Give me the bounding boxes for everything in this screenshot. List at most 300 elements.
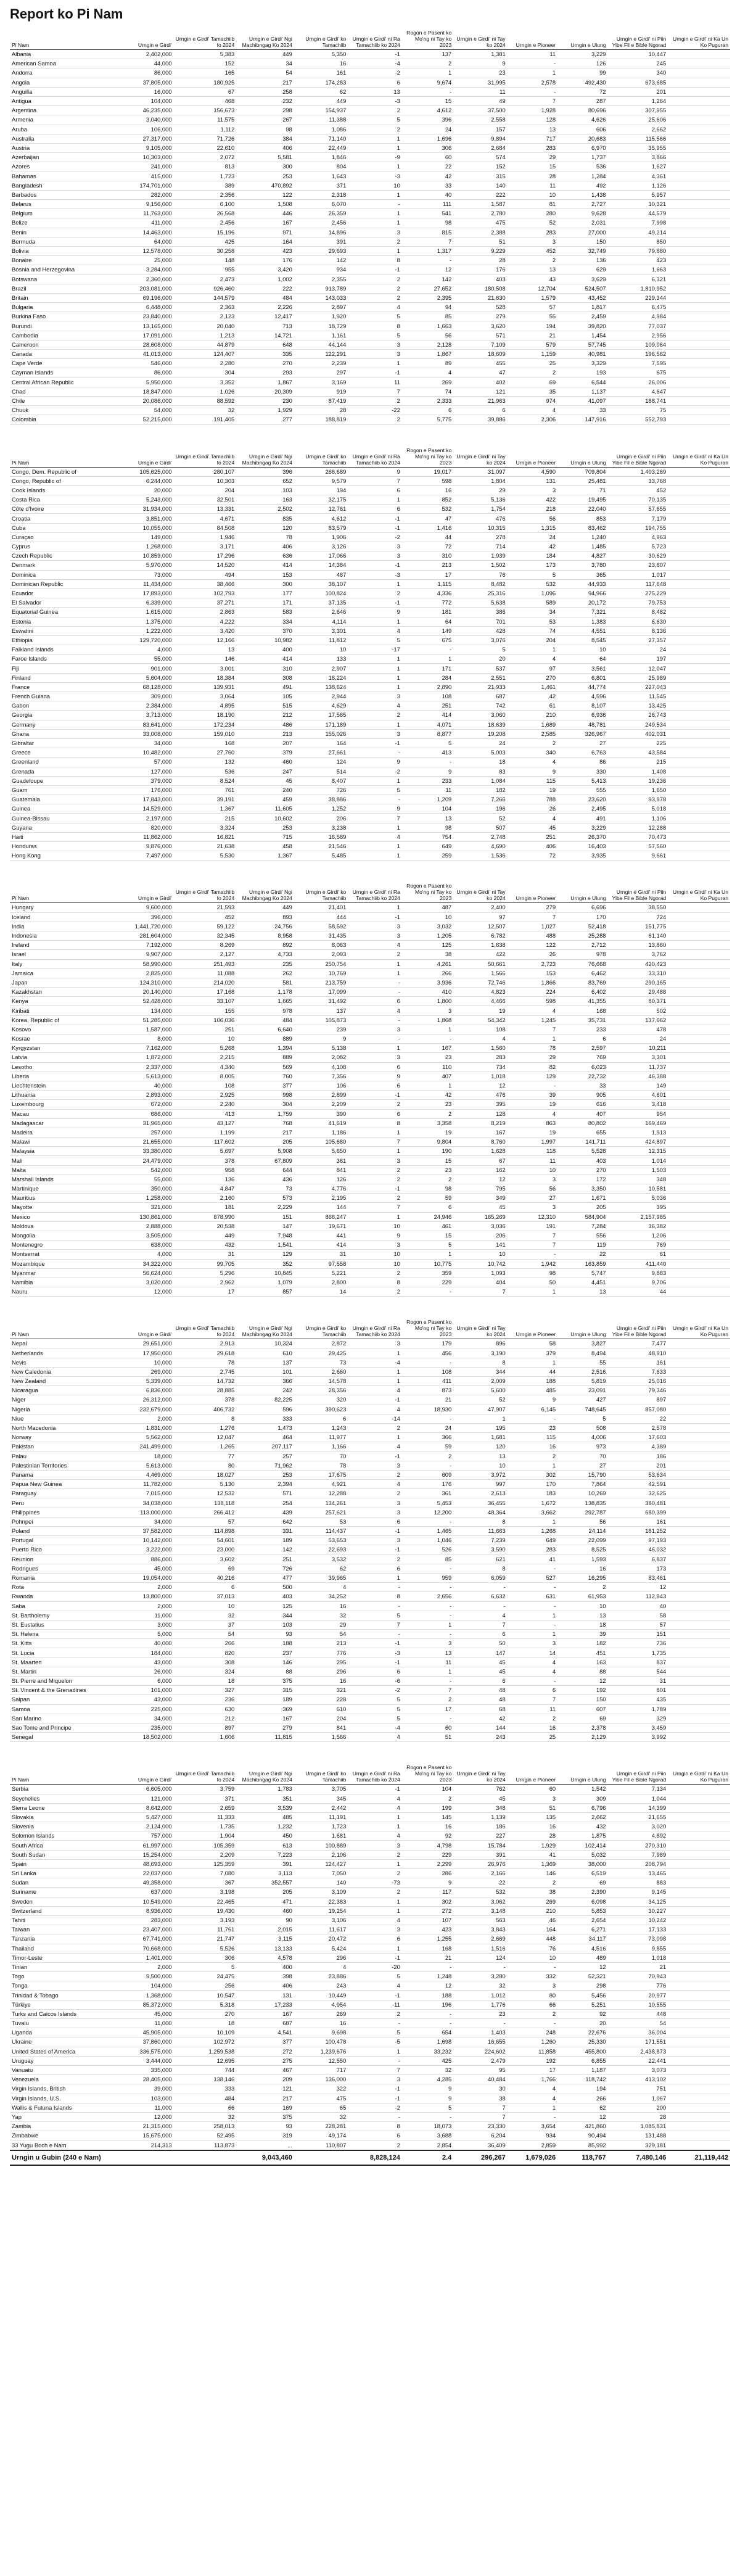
table-cell: 1 [508,1630,557,1639]
table-cell: 10 [453,1461,507,1470]
table-cell: 106,036 [174,1015,237,1025]
table-row [10,1489,730,1498]
table-cell: 2,962 [174,1278,237,1287]
table-cell: 144 [453,1723,507,1732]
table-cell: 835 [236,514,294,523]
table-cell: 2,363 [174,303,237,312]
table-cell: 7,321 [557,608,607,617]
table-cell: 10,242 [608,1915,668,1925]
table-cell: 194 [508,321,557,331]
table-cell: 293 [236,368,294,378]
country-name: Norway [10,1433,120,1442]
table-cell: 34,038,000 [120,1498,173,1508]
table-cell [668,1803,730,1812]
table-cell: 176 [402,1480,453,1489]
table-cell: 2 [402,1174,453,1184]
table-row [10,106,730,115]
table-cell [668,265,730,275]
country-name: Botswana [10,275,120,284]
table-cell: 2,395 [402,293,453,302]
table-cell [668,1962,730,1971]
table-cell: 214,020 [174,978,237,987]
table-row [10,1062,730,1071]
table-cell: 13,331 [174,505,237,514]
table-cell [668,1915,730,1925]
table-cell: 468 [174,96,237,105]
table-cell: 9,229 [453,246,507,255]
table-cell: 117 [402,1888,453,1897]
table-cell: 5 [348,331,401,340]
table-cell: 15,784 [453,1841,507,1850]
table-row [10,1137,730,1147]
table-cell: 1,735 [608,1648,668,1657]
table-cell: 8 [174,1414,237,1423]
table-cell: 52,215,000 [120,415,173,424]
table-cell [668,1695,730,1704]
table-cell: 10 [453,1250,507,1259]
table-cell: 335,000 [120,2065,173,2074]
table-cell: 78 [236,532,294,542]
table-cell: 230 [236,396,294,405]
table-cell: 100,824 [294,588,348,598]
table-cell: 542,000 [120,1165,173,1174]
column-header: Rogon e Pasent ko Mo'ng ni Tay ko 2023 [402,1763,453,1785]
table-cell: 206 [294,814,348,823]
table-cell: 7,595 [608,359,668,368]
table-row [10,1869,730,1878]
table-cell: 3 [348,1053,401,1062]
table-cell: 5,485 [294,851,348,861]
table-cell: 19 [453,1006,507,1015]
table-row [10,1822,730,1831]
table-row [10,218,730,228]
table-row [10,331,730,340]
table-cell: 973 [557,1442,607,1451]
table-row [10,1704,730,1714]
table-cell: 184,000 [120,1648,173,1657]
table-cell: 1 [348,720,401,729]
table-row [10,2037,730,2047]
table-cell: 2,124,000 [120,1822,173,1831]
table-cell: 37,500 [453,106,507,115]
table-cell: -1 [348,1527,401,1536]
table-row [10,1545,730,1554]
country-name: Wallis & Futuna Islands [10,2103,120,2112]
table-cell: 1,473 [236,1423,294,1432]
table-cell: 46 [508,1915,557,1925]
table-cell: 10 [508,1165,557,1174]
table-cell: 66 [174,2103,237,2112]
table-cell: 19 [402,1128,453,1137]
table-cell [668,523,730,532]
table-cell: 11,000 [120,2103,173,2112]
table-cell: 92 [557,2009,607,2018]
country-name: Curaçao [10,532,120,542]
column-header: Urngin e Girdi' ko Tamachiib [294,28,348,50]
table-cell [668,284,730,293]
table-cell: 13,425 [608,701,668,711]
table-cell: 3,418 [608,1100,668,1109]
country-name: Central African Republic [10,378,120,387]
country-name: Pohnpei [10,1517,120,1526]
table-cell: 159,010 [174,729,237,738]
table-cell: 475 [294,2094,348,2103]
table-cell: 54 [174,1630,237,1639]
table-cell: 61,953 [557,1592,607,1601]
table-cell: - [402,2019,453,2028]
table-cell: 258,013 [174,2122,237,2131]
table-cell: 390 [294,1109,348,1118]
table-cell: 423 [402,1925,453,1934]
table-cell: 20,309 [236,387,294,396]
table-cell: 68 [453,1704,507,1714]
table-cell: 11 [348,378,401,387]
table-cell: 1 [348,1573,401,1582]
total-cell: 8,828,124 [348,2150,401,2165]
table-cell: 33,008,000 [120,729,173,738]
table-cell: 156,673 [174,106,237,115]
table-cell [668,1677,730,1686]
column-header: Urngin e Girdi' [120,446,173,468]
table-cell: 340 [608,68,668,78]
table-cell: 222 [236,284,294,293]
table-cell: 2,015 [236,1925,294,1934]
table-cell: 24 [508,532,557,542]
table-cell: 251,493 [174,959,237,968]
table-cell: 51 [402,1733,453,1742]
table-cell [668,1888,730,1897]
table-cell: 39,000 [120,2084,173,2094]
table-cell: 613 [236,1841,294,1850]
country-name: San Marino [10,1714,120,1723]
table-cell: 283 [508,143,557,152]
table-cell: 406,732 [174,1405,237,1414]
table-cell: 32,175 [294,495,348,505]
table-cell: 3,936 [402,978,453,987]
table-cell: 257,000 [120,1128,173,1137]
table-cell: 189 [236,1695,294,1704]
country-name: Macau [10,1109,120,1118]
table-row [10,1667,730,1676]
table-cell: 8 [453,1517,507,1526]
country-name: Italy [10,959,120,968]
column-header: Rogon e Pasent ko Mo'ng ni Tay ko 2023 [402,1318,453,1339]
section-spacer [10,861,730,880]
table-cell [668,476,730,485]
table-cell: 99 [557,68,607,78]
table-cell [668,162,730,171]
table-cell: 6 [348,1081,401,1090]
table-cell: 272 [236,2047,294,2056]
table-cell: 11,575 [174,115,237,125]
table-cell: 330 [557,767,607,776]
table-row [10,1339,730,1348]
table-row [10,758,730,767]
table-cell: 14,384 [294,561,348,570]
table-cell: 259 [402,851,453,861]
table-cell: 188,819 [294,415,348,424]
table-cell: 21 [402,1953,453,1962]
table-row [10,978,730,987]
table-cell: -1 [348,50,401,59]
table-cell: 88,592 [174,396,237,405]
table-cell [668,485,730,495]
table-cell: 1,643 [294,171,348,181]
country-name: Tahiti [10,1915,120,1925]
table-cell [668,1278,730,1287]
table-cell: 913,789 [294,284,348,293]
table-cell: 241,000 [120,162,173,171]
table-cell: 24 [453,738,507,748]
table-cell: 85 [402,312,453,321]
table-cell: 8,936,000 [120,1906,173,1915]
table-cell: 1 [348,1147,401,1156]
table-cell: 3,001 [174,664,237,673]
country-name: Montserrat [10,1250,120,1259]
table-cell: 31 [294,1250,348,1259]
report-tables [10,28,730,2166]
table-cell: 1,502 [453,561,507,570]
table-row [10,738,730,748]
table-cell: 422 [453,950,507,959]
table-cell: 28 [608,2112,668,2121]
table-cell: 455 [453,359,507,368]
table-cell: - [508,1583,557,1592]
table-cell: 484 [236,293,294,302]
country-name: Poland [10,1527,120,1536]
table-cell: 9,105,000 [120,143,173,152]
table-cell: 3,229 [557,50,607,59]
table-cell: - [348,2112,401,2121]
table-cell: 10,303,000 [120,153,173,162]
table-cell: 3,229 [557,823,607,832]
table-cell: 2,456 [174,218,237,228]
table-cell: 17 [402,1704,453,1714]
country-name: Rota [10,1583,120,1592]
table-cell: 77,037 [608,321,668,331]
table-cell: 1,222,000 [120,626,173,635]
table-cell: 251 [236,1554,294,1564]
table-cell: 115 [508,1433,557,1442]
table-cell: 446 [236,209,294,218]
table-cell: 34,125 [608,1897,668,1906]
column-header: Urngin e Girdi' ni Piin Yibe Fil e Bible Ngorad [608,28,668,50]
country-name: Angola [10,78,120,87]
table-cell: 2 [348,950,401,959]
table-cell: 1,381 [453,50,507,59]
table-cell [668,1128,730,1137]
table-cell: 90,494 [557,2131,607,2140]
table-cell [668,1259,730,1268]
table-cell: 189 [236,1536,294,1545]
table-cell: 124 [453,1953,507,1962]
table-cell: 589 [508,598,557,608]
country-name: Kosrae [10,1034,120,1044]
table-cell: 359 [402,1268,453,1278]
table-cell: 713 [236,321,294,331]
country-name: Tinian [10,1962,120,1971]
country-name: Estonia [10,617,120,626]
table-cell: 85 [402,1554,453,1564]
table-cell: 29 [508,1053,557,1062]
table-cell: 138,118 [174,1498,237,1508]
table-cell: 80 [508,1991,557,2000]
table-cell: 4 [402,368,453,378]
table-cell: - [508,1414,557,1423]
table-cell: 275 [236,2056,294,2065]
table-cell [668,1423,730,1432]
table-cell: 5 [348,1611,401,1620]
table-cell: 9 [348,608,401,617]
table-cell [668,1583,730,1592]
table-cell: 182 [557,1639,607,1648]
table-cell: 270 [174,2009,237,2018]
table-cell: 7,864 [557,1480,607,1489]
table-cell: 6,836,000 [120,1386,173,1395]
table-cell: 423 [608,256,668,265]
table-cell: 32 [174,2112,237,2121]
table-cell: 5 [557,1414,607,1423]
table-row [10,1630,730,1639]
table-cell: 283 [508,1545,557,1554]
table-cell: 2,123 [174,312,237,321]
table-row [10,396,730,405]
table-cell: 2,748 [453,832,507,841]
table-cell: 24,756 [236,922,294,931]
table-cell: 6,070 [294,200,348,209]
country-name: Bolivia [10,246,120,255]
table-cell: 16 [294,59,348,68]
table-cell: 9,706 [608,1278,668,1287]
table-cell: 2 [508,1878,557,1888]
table-cell: 61,140 [608,931,668,940]
table-cell: 804 [294,162,348,171]
table-cell [668,1841,730,1850]
table-cell: 40 [402,190,453,199]
table-cell [668,1545,730,1554]
table-row [10,997,730,1006]
table-cell: 649 [402,842,453,851]
column-header: Urngin e Girdi' ko Tamachiib [294,1763,348,1785]
table-cell: 3 [508,485,557,495]
table-cell: 209 [236,2075,294,2084]
table-cell: 5,036 [608,1194,668,1203]
table-cell [668,2131,730,2140]
table-cell: 6 [174,1583,237,1592]
table-cell: 335 [236,350,294,359]
table-cell: 117,648 [608,579,668,588]
table-cell: 761 [174,785,237,795]
table-row [10,1386,730,1395]
table-cell: 167 [236,1714,294,1723]
table-cell: 1,776 [453,2000,507,2009]
table-row [10,1714,730,1723]
table-cell [668,738,730,748]
table-cell: 283 [453,1053,507,1062]
table-cell: 7 [508,1241,557,1250]
table-cell: 1 [348,1377,401,1386]
table-row [10,1044,730,1053]
table-cell: 4,590 [508,467,557,476]
table-cell: 243 [453,1733,507,1742]
table-cell: 10 [348,181,401,190]
table-cell: 2,459 [557,312,607,321]
table-cell: 20,977 [608,1991,668,2000]
country-name: Mongolia [10,1231,120,1240]
table-cell: 757,000 [120,1831,173,1841]
table-cell: 136 [557,256,607,265]
table-cell: 33,107 [174,997,237,1006]
country-name: Georgia [10,711,120,720]
country-name: Virgin Islands, British [10,2084,120,2094]
table-cell: 630 [174,1704,237,1714]
table-cell: 748,645 [557,1405,607,1414]
table-cell: 70,473 [608,832,668,841]
table-cell: 655 [557,1128,607,1137]
table-cell: 109,064 [608,340,668,349]
table-cell: 153 [508,968,557,978]
table-cell: 1,846 [294,153,348,162]
table-cell [668,851,730,861]
table-cell: 10,547 [174,1991,237,2000]
table-cell [668,2084,730,2094]
table-cell: 5,613,000 [120,1071,173,1081]
table-cell: 188 [402,1991,453,2000]
table-row [10,588,730,598]
table-cell: 2 [508,1451,557,1461]
table-cell: 17,133 [608,1925,668,1934]
table-cell: 280,107 [174,467,237,476]
table-cell: 4 [294,1583,348,1592]
country-name: Puerto Rico [10,1545,120,1554]
table-cell: 4 [348,701,401,711]
table-cell: 9,907,000 [120,950,173,959]
table-cell: 8,545 [557,635,607,645]
table-cell [668,1573,730,1582]
table-cell: 78 [294,1461,348,1470]
country-name: Cambodia [10,331,120,340]
table-cell: 3 [348,692,401,701]
table-cell: 26,359 [294,209,348,218]
table-cell: 1,232 [236,1822,294,1831]
country-name: Mali [10,1156,120,1165]
table-cell: 349 [453,1194,507,1203]
table-cell: 141,711 [557,1137,607,1147]
table-cell: 452 [508,246,557,255]
table-cell: 5,581 [236,153,294,162]
table-cell: 21 [608,1962,668,1971]
table-row [10,246,730,255]
table-cell [668,1377,730,1386]
table-cell [668,748,730,758]
table-cell: 1,086 [294,125,348,134]
table-cell: 852 [402,495,453,505]
table-cell [668,1850,730,1859]
table-cell: 20,086,000 [120,396,173,405]
column-header: Urngin e Girdi' ko Tamachiib [294,446,348,468]
country-name: Rwanda [10,1592,120,1601]
column-header: Rogon e Pasent ko Mo'ng ni Tay ko 2023 [402,28,453,50]
table-cell: 4,827 [557,551,607,561]
table-cell: 11,545 [608,692,668,701]
table-cell: 37,013 [174,1592,237,1601]
table-cell: 3,444,000 [120,2056,173,2065]
table-cell: 6,696 [557,903,607,912]
table-cell: 7,266 [453,795,507,804]
table-cell [668,467,730,476]
table-cell: 2,888,000 [120,1221,173,1231]
table-cell: 108 [402,1367,453,1376]
